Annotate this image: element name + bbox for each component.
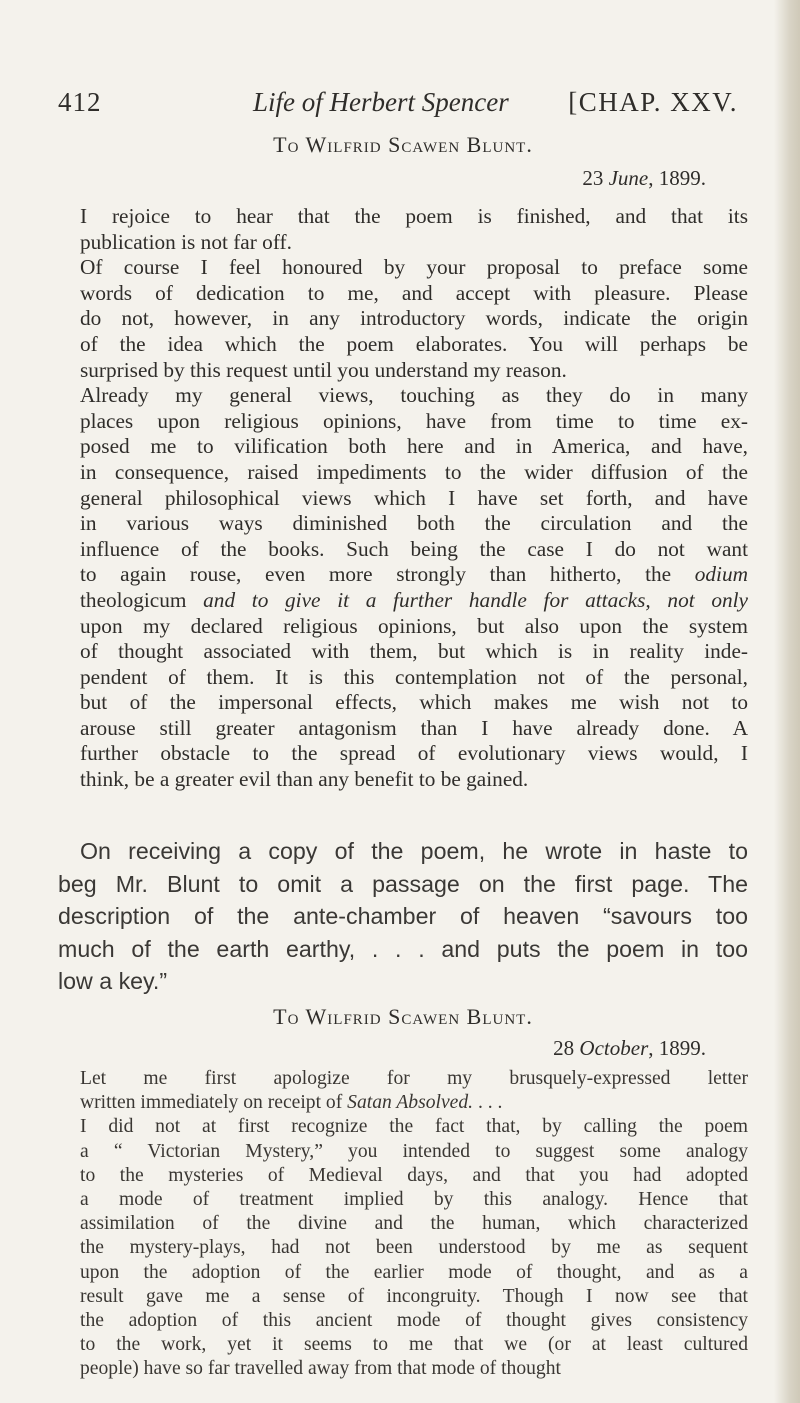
text-line: description of the ante-chamber of heaven “savours too	[58, 903, 748, 929]
date-day: 23	[582, 166, 604, 190]
italic-phrase: Satan Absolved.	[347, 1092, 474, 1114]
paragraph	[58, 204, 748, 255]
date-year: 1899.	[658, 1036, 706, 1060]
text-line: in consequence, raised impediments to the wider diffusion of the	[80, 459, 748, 484]
text-line: to the mysteries of Medieval days, and that you had adopted	[80, 1164, 748, 1186]
date-day: 28	[553, 1036, 575, 1060]
text-line: posed me to vilification both here and in America, and have,	[80, 434, 748, 459]
text-line: to the work, yet it seems to me that we (or at least cultured	[80, 1334, 748, 1356]
text-line: a “ Victorian Mystery,” you intended to suggest some analogy	[80, 1140, 748, 1162]
text-line: I rejoice to hear that the poem is finished, and that its	[80, 204, 748, 228]
letter-heading: To Wilfrid Scawen Blunt.	[273, 1004, 533, 1029]
text-line: further obstacle to the spread of evolutionary views would, I	[80, 741, 748, 766]
page-edge-shadow	[774, 0, 800, 1403]
text-line: pendent of them. It is this contemplation not of the personal,	[80, 664, 748, 689]
book-title: Life of Herbert Spencer	[253, 87, 509, 117]
text-line: the adoption of this ancient mode of thought gives consistency	[80, 1310, 748, 1332]
text-line: On receiving a copy of the poem, he wrote in haste to	[80, 838, 748, 864]
letter-heading: To Wilfrid Scawen Blunt.	[273, 132, 533, 157]
text-line: the mystery-plays, had not been understood by me as sequent	[80, 1237, 748, 1259]
paragraph	[58, 1115, 748, 1381]
text-line: beg Mr. Blunt to omit a passage on the first page. The	[58, 870, 748, 897]
text-line: written immediately on receipt of Satan Absolved. . . .	[80, 1092, 503, 1114]
date-month: October	[579, 1036, 649, 1060]
text-line: do not, however, in any introductory words, indicate the origin	[80, 306, 748, 331]
text-line: much of the earth earthy, . . . and puts the poem in too	[58, 935, 748, 962]
letter-date: 23 June, 1899.	[582, 166, 706, 190]
text-line: publication is not far off.	[80, 229, 292, 254]
text-line: influence of the books. Such being the case I do not want	[80, 536, 748, 561]
text-line: words of dedication to me, and accept with pleasure. Please	[80, 280, 748, 305]
text-line: upon the adoption of the earlier mode of thought, and as a	[80, 1261, 748, 1283]
text-line: in various ways diminished both the circulation and the	[80, 511, 748, 536]
letter-body	[58, 204, 748, 793]
paragraph	[58, 1067, 748, 1115]
text-line: Already my general views, touching as they do in many	[80, 383, 748, 408]
narrative-paragraph	[58, 835, 748, 998]
text-line: to again rouse, even more strongly than hitherto, the odium	[80, 562, 748, 587]
paragraph	[58, 255, 748, 383]
text-line: but of the impersonal effects, which makes me wish not to	[80, 690, 748, 715]
letter-body	[58, 1067, 748, 1382]
text-line: of thought associated with them, but which is in reality inde-	[80, 639, 748, 664]
text-line: surprised by this request until you understand my reason.	[80, 357, 567, 382]
date-year: 1899.	[658, 166, 706, 190]
text-line: of the idea which the poem elaborates. You will perhaps be	[80, 331, 748, 356]
text-line: I did not at first recognize the fact that, by calling the poem	[80, 1116, 748, 1138]
page-number: 412	[58, 87, 102, 117]
text-line: result gave me a sense of incongruity. Though I now see that	[80, 1285, 748, 1307]
running-head	[58, 80, 738, 124]
text-line: Let me first apologize for my brusquely-expressed letter	[80, 1068, 748, 1089]
text-line: Of course I feel honoured by your proposal to preface some	[80, 255, 748, 280]
text-line: theologicum and to give it a further handle for attacks, not only	[80, 587, 748, 612]
italic-phrase: and to give it a further handle for attacks, not only	[186, 587, 748, 612]
text-line: arouse still greater antagonism than I have already done. A	[80, 715, 748, 740]
text-line: assimilation of the divine and the human, which characterized	[80, 1213, 748, 1235]
chapter-label: [CHAP. XXV.	[568, 87, 738, 117]
date-month: June	[608, 166, 649, 190]
text-line: low a key.”	[58, 968, 168, 994]
letter-date: 28 October, 1899.	[553, 1036, 706, 1060]
text-line: people) have so far travelled away from that mode of thought	[80, 1358, 561, 1380]
text-line: upon my declared religious opinions, but also upon the system	[80, 613, 748, 638]
italic-phrase: odium	[694, 562, 748, 587]
text-line: think, be a greater evil than any benefit to be gained.	[80, 767, 529, 792]
paragraph	[58, 383, 748, 793]
text-line: general philosophical views which I have set forth, and have	[80, 485, 748, 510]
text-line: a mode of treatment implied by this analogy. Hence that	[80, 1189, 748, 1211]
text-line: places upon religious opinions, have from time to time ex-	[80, 408, 748, 433]
